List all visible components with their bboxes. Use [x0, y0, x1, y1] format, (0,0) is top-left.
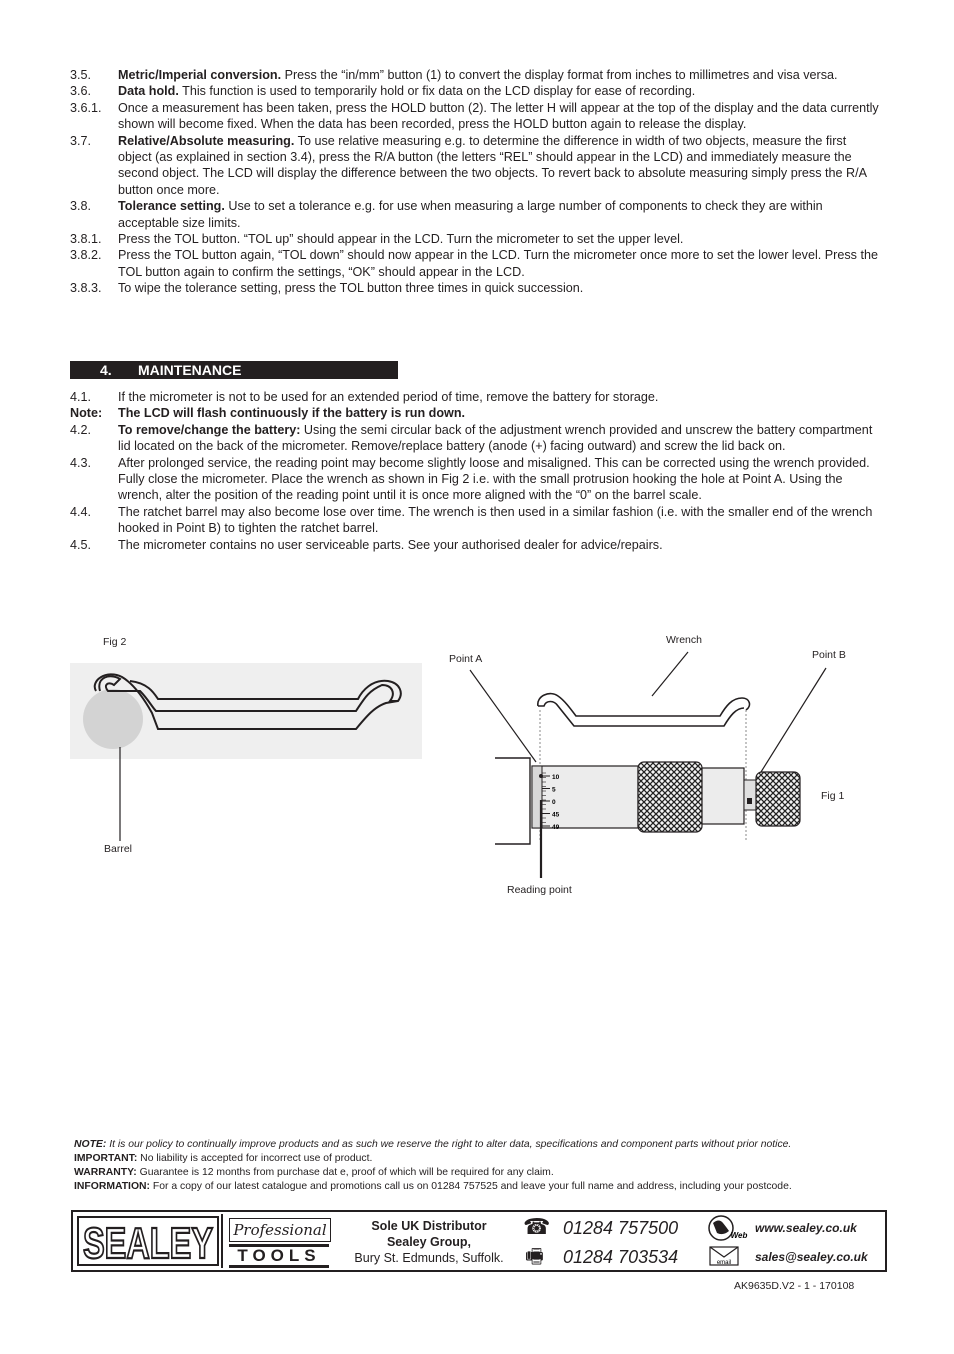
section-4-header — [70, 361, 398, 379]
fax-icon: 🖷 — [525, 1246, 544, 1268]
email-icon-text: email — [716, 1260, 732, 1266]
phone-icon: ☎ — [523, 1214, 551, 1239]
item-number: 3.7. — [70, 133, 92, 148]
knurled-thimble — [638, 762, 702, 832]
tools-text: TOOLS — [229, 1244, 329, 1268]
item-number: 3.8. — [70, 199, 92, 214]
item-body: To use relative measuring e.g. to determine the difference in width of two objects, measure the first object (as explained in section 3.4), press the R/A button (the letters “REL” should appear in the LCD) and immediately measure the second object. The LCD will display the difference between the two objects. To revert back to absolute measuring simply press the R/A button once more. — [118, 133, 867, 197]
item-text — [118, 389, 882, 405]
item-text — [118, 198, 882, 231]
item-body: To wipe the tolerance setting, press the TOL button three times in quick succession. — [118, 281, 584, 296]
footer-note — [74, 1152, 894, 1166]
item-text — [118, 133, 882, 199]
wrench-leader — [652, 652, 688, 696]
list-item — [70, 504, 882, 537]
item-number: 4.2. — [70, 422, 92, 437]
section-3-list — [70, 67, 882, 297]
list-item — [70, 198, 882, 231]
item-number: 3.8.2. — [70, 248, 102, 263]
footer-notes — [74, 1138, 894, 1194]
item-number: 4.4. — [70, 504, 92, 519]
reading-point-label: Reading point — [507, 884, 572, 896]
scale-tick-label: 10 — [552, 774, 560, 781]
distributor-info — [339, 1218, 519, 1266]
item-body: Using the semi circular back of the adjustment wrench provided and unscrew the battery compartment lid located on the back of the micrometer. Remove/replace battery (anode (+) facing outward) and screw the lid back on. — [118, 422, 873, 454]
list-item — [70, 100, 882, 133]
fig2-wrench-illustration — [70, 655, 426, 865]
sealey-logo-text: SEALEY — [83, 1219, 213, 1268]
item-body: Once a measurement has been taken, press the HOLD button (2). The letter H will appear at the top of the display and the data currently shown will become fixed. When the data has been recorded, press the HOLD button again to release the display. — [118, 100, 879, 132]
phone-number: 01284 757500 — [563, 1218, 679, 1238]
item-bold-lead: Data hold. — [118, 84, 179, 99]
item-text — [118, 100, 882, 133]
document-reference: AK9635D.V2 - 1 - 170108 — [734, 1280, 855, 1292]
distributor-line2: Sealey Group, — [386, 1235, 472, 1249]
list-item — [70, 83, 882, 99]
section-4-title: MAINTENANCE — [138, 362, 242, 378]
list-item — [70, 247, 882, 280]
item-body: Use to set a tolerance e.g. for use when measuring a large number of components to check they are within acceptable size limits. — [118, 199, 823, 230]
item-body: This function is used to temporarily hold or fix data on the LCD display for ease of recording. — [178, 84, 696, 99]
item-body: Press the “in/mm” button (1) to convert the display format from inches to millimetres and visa versa. — [281, 68, 838, 82]
section-4-number: 4. — [100, 362, 112, 378]
footer-note-label: NOTE: — [74, 1139, 107, 1150]
item-text — [118, 280, 882, 296]
item-body: Press the TOL button. “TOL up” should appear in the LCD. Turn the micrometer to set the upper level. — [118, 232, 684, 247]
item-text — [118, 504, 882, 537]
footer-note-text: No liability is accepted for incorrect use of product. — [137, 1153, 373, 1164]
sealey-logo-graphic — [75, 1214, 221, 1268]
professional-script: Professional — [229, 1218, 331, 1242]
list-item — [70, 67, 882, 83]
item-number: 3.8.1. — [70, 232, 102, 247]
item-text — [118, 537, 882, 553]
item-text — [118, 455, 882, 504]
list-item — [70, 389, 882, 405]
fig1-label: Fig 1 — [821, 790, 845, 802]
item-bold-lead: To remove/change the battery: — [118, 422, 301, 437]
section-4-list — [70, 389, 882, 553]
item-body: The micrometer contains no user serviceable parts. See your authorised dealer for advice/repairs. — [118, 537, 663, 552]
item-body: Press the TOL button again, “TOL down” should now appear in the LCD. Turn the micrometer once more to set the lower level. Press the TOL button again to confirm the settings, “OK” should appear in the LCD. — [118, 248, 878, 279]
globe-icon — [707, 1214, 747, 1242]
item-number: 3.8.3. — [70, 281, 102, 296]
scale-tick-label: 45 — [552, 811, 560, 819]
sealey-logo — [75, 1214, 223, 1268]
point-b-label: Point B — [812, 649, 846, 661]
item-number: Note: — [70, 406, 103, 421]
item-text — [118, 405, 882, 421]
item-number: 3.6.1. — [70, 100, 102, 115]
footer-note-label: WARRANTY: — [74, 1167, 137, 1178]
scale-tick-label: 5 — [552, 786, 556, 794]
footer-note — [74, 1180, 894, 1194]
item-number: 3.6. — [70, 84, 92, 99]
footer-note-label: IMPORTANT: — [74, 1153, 138, 1164]
wrench-label: Wrench — [666, 634, 702, 646]
distributor-line1: Sole UK Distributor — [371, 1219, 487, 1233]
list-item — [70, 133, 882, 199]
barrel-sleeve — [532, 766, 638, 828]
item-body: If the micrometer is not to be used for an extended period of time, remove the battery for storage. — [118, 390, 659, 404]
list-item — [70, 537, 882, 553]
item-text — [118, 422, 882, 455]
fig1-micrometer-illustration — [440, 640, 840, 880]
item-text — [118, 83, 882, 99]
fig2-label: Fig 2 — [103, 636, 127, 648]
wrench-shape — [538, 694, 750, 726]
item-text — [118, 231, 882, 247]
list-item — [70, 405, 882, 421]
footer-note — [74, 1138, 894, 1152]
ratchet-barrel — [756, 772, 800, 826]
item-bold-lead: The LCD will flash continuously if the battery is run down. — [118, 406, 466, 421]
footer-note-label: INFORMATION: — [74, 1181, 150, 1192]
distributor-line3: Bury St. Edmunds, Suffolk. — [354, 1251, 504, 1265]
footer-note-text: It is our policy to continually improve products and as such we reserve the right to alter data, specifications and component parts without prior notice. — [106, 1139, 792, 1150]
list-item — [70, 455, 882, 504]
list-item — [70, 231, 882, 247]
footer-note-text: For a copy of our latest catalogue and promotions call us on 01284 757525 and leave your full name and address, including your postcode. — [150, 1181, 792, 1192]
email-link[interactable]: sales@sealey.co.uk — [755, 1250, 868, 1264]
web-icon-text: Web — [730, 1231, 748, 1240]
item-number: 4.1. — [70, 390, 92, 404]
list-item — [70, 422, 882, 455]
item-text — [118, 247, 882, 280]
point-a-leader — [470, 670, 536, 762]
item-body: After prolonged service, the reading point may become slightly loose and misaligned. This can be corrected using the wrench provided. Fully close the micrometer. Place the wrench as shown in Fig 2 i.e. with the small protrusion hooking the hole at Point A. Using the wrench, alter the position of the reading point until it is once more aligned with the “0” on the barrel scale. — [118, 455, 870, 503]
email-icon — [709, 1246, 739, 1266]
point-b-leader — [756, 668, 826, 780]
item-number: 4.3. — [70, 455, 92, 470]
item-body: The ratchet barrel may also become lose over time. The wrench is then used in a similar fashion (i.e. with the smaller end of the wrench hooked in Point B) to tighten the ratchet barrel. — [118, 504, 873, 536]
professional-tools-logo — [225, 1216, 333, 1268]
barrel-label: Barrel — [104, 843, 133, 855]
item-text — [118, 67, 882, 83]
item-bold-lead: Tolerance setting. — [118, 199, 225, 214]
scale-tick-label: 0 — [552, 799, 556, 806]
point-a-label: Point A — [449, 653, 483, 665]
footer-contact-box — [71, 1210, 887, 1272]
fax-number: 01284 703534 — [563, 1247, 679, 1267]
item-bold-lead: Relative/Absolute measuring. — [118, 133, 295, 148]
item-number: 3.5. — [70, 68, 92, 82]
item-number: 4.5. — [70, 537, 92, 552]
footer-note-text: Guarantee is 12 months from purchase dat e, proof of which will be required for any claim. — [136, 1167, 554, 1178]
item-bold-lead: Metric/Imperial conversion. — [118, 68, 282, 82]
footer-note — [74, 1166, 894, 1180]
scale-tick-label: 49 — [552, 824, 560, 831]
list-item — [70, 280, 882, 296]
website-link[interactable]: www.sealey.co.uk — [755, 1221, 857, 1235]
